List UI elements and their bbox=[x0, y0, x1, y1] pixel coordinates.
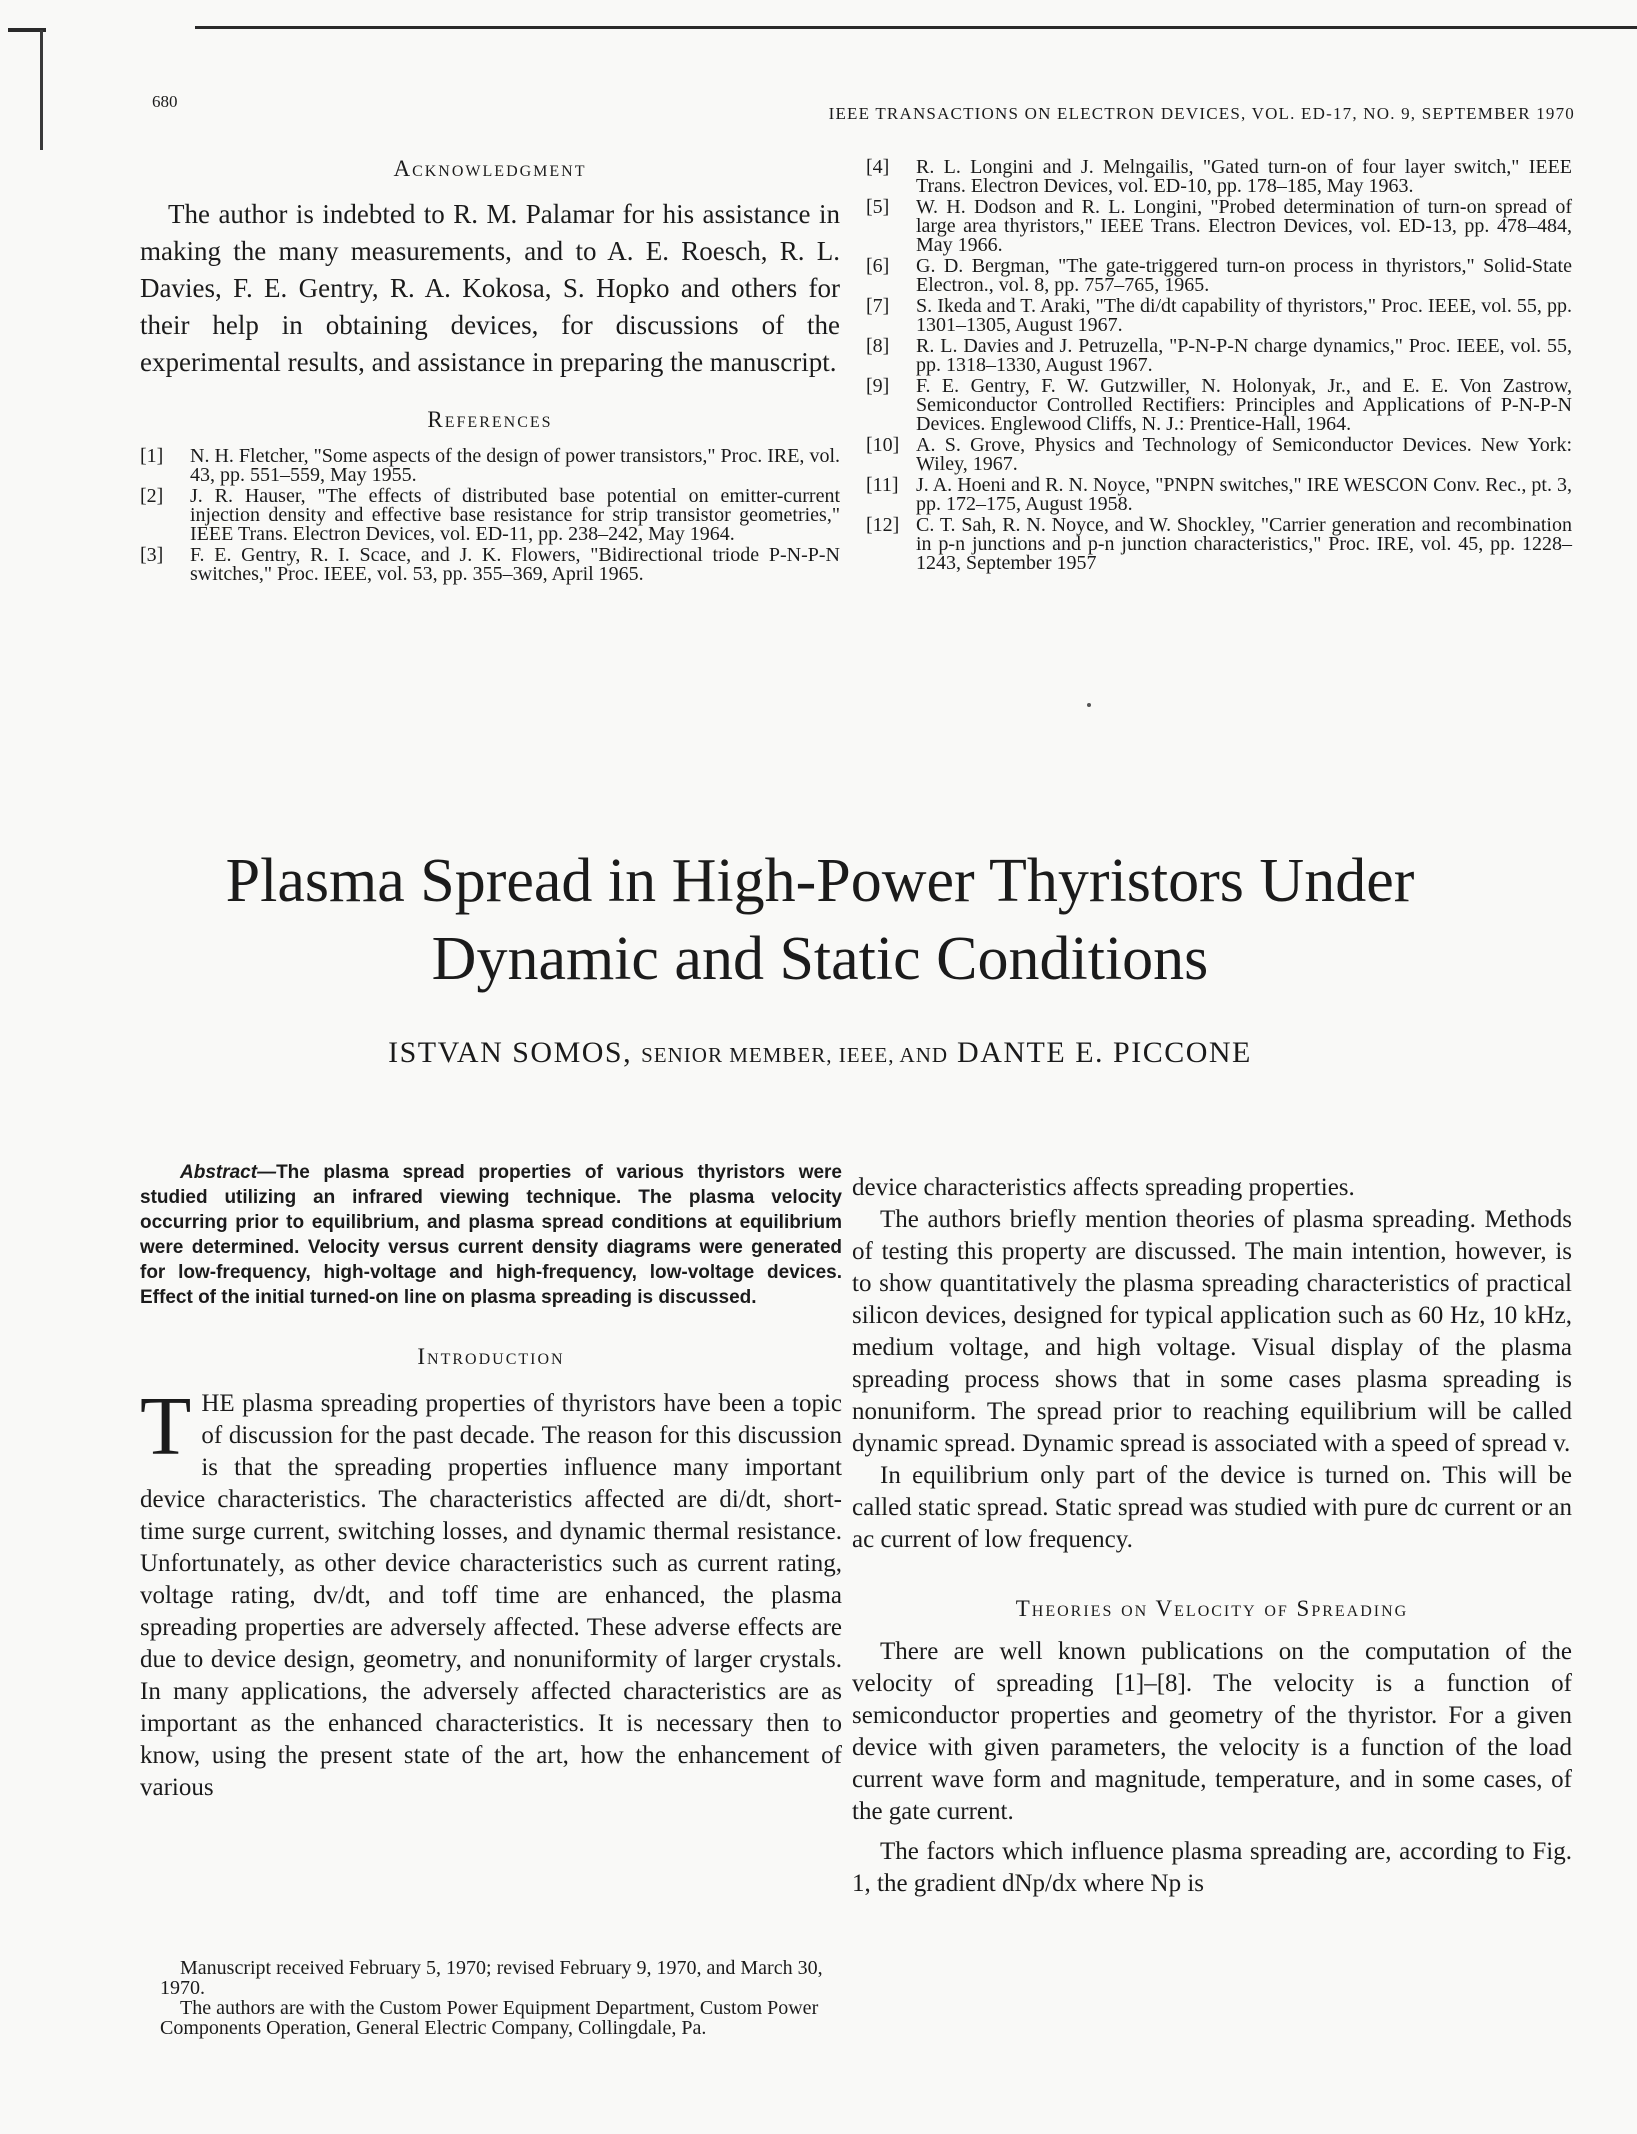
introduction-paragraph: The authors briefly mention theories of plasma spreading. Methods of testing this property are discussed. The main intention, however, is to show quantitatively the plasma spreading characteristics of practical silicon devices, designed for typical application such as 60 Hz, 10 kHz, medium voltage, and high voltage. Visual display of the plasma spreading process shows that in some cases plasma spreading is nonuniform. The spread prior to reaching equilibrium will be called dynamic spread. Dynamic spread is associated with a speed of spread v. bbox=[852, 1206, 1572, 1457]
author-line bbox=[150, 1036, 1490, 1070]
references-heading: References bbox=[427, 407, 553, 432]
reference-number: [6] bbox=[866, 255, 890, 277]
reference-item bbox=[866, 436, 1572, 474]
theories-paragraph: The factors which influence plasma spreading are, according to Fig. 1, the gradient dNp/dx where Np is bbox=[852, 1838, 1572, 1897]
reference-text: G. D. Bergman, "The gate-triggered turn-on process in thyristors," Solid-State Electron., vol. 8, pp. 757–765, 1965. bbox=[916, 255, 1572, 296]
reference-text: S. Ikeda and T. Araki, "The di/dt capability of thyristors," Proc. IEEE, vol. 55, pp. 1301–1305, August 1967. bbox=[916, 295, 1572, 336]
footnote-received: Manuscript received February 5, 1970; revised February 9, 1970, and March 30, 1970. bbox=[160, 1957, 823, 1999]
reference-text: J. A. Hoeni and R. N. Noyce, "PNPN switches," IRE WESCON Conv. Rec., pt. 3, pp. 172–175, August 1958. bbox=[916, 474, 1572, 515]
reference-item bbox=[140, 487, 840, 544]
reference-text: J. R. Hauser, "The effects of distributed base potential on emitter-current injection density and effective base resistance for strip transistor geometries," IEEE Trans. Electron Devices, vol. ED-11, pp. 238–242, May 1964. bbox=[190, 485, 840, 545]
reference-number: [8] bbox=[866, 335, 890, 357]
reference-item bbox=[866, 297, 1572, 335]
reference-text: N. H. Fletcher, "Some aspects of the design of power transistors," Proc. IRE, vol. 43, pp. 551–559, May 1955. bbox=[190, 445, 840, 486]
reference-item bbox=[866, 337, 1572, 375]
reference-text: R. L. Davies and J. Petruzella, "P-N-P-N charge dynamics," Proc. IEEE, vol. 55, pp. 1318–1330, August 1967. bbox=[916, 335, 1572, 376]
reference-item bbox=[866, 377, 1572, 434]
paragraph-text: HE plasma spreading properties of thyristors have been a topic of discussion for the past decade. The reason for this discussion is that the spreading properties influence many important device characteristics. The characteristics affected are di/dt, short-time surge current, switching losses, and dynamic thermal resistance. Unfortunately, as other device characteristics such as current rating, voltage rating, dv/dt, and toff time are enhanced, the plasma spreading properties are adversely affected. These adverse effects are due to device design, geometry, and nonuniformity of larger crystals. In many applications, the adversely affected characteristics are as important as the enhanced characteristics. It is necessary then to know, using the present state of the art, how the enhancement of various bbox=[140, 1390, 842, 1801]
reference-number: [7] bbox=[866, 295, 890, 317]
reference-item bbox=[866, 476, 1572, 514]
article-title bbox=[150, 842, 1490, 998]
reference-number: [10] bbox=[866, 434, 900, 456]
references-list-left bbox=[140, 447, 840, 584]
scan-speck bbox=[1087, 703, 1091, 707]
footnote-affiliation: The authors are with the Custom Power Equipment Department, Custom Power Components Operation, General Electric Company, Collingdale, Pa. bbox=[160, 1997, 819, 2039]
scan-edge-line bbox=[195, 26, 1637, 29]
introduction-paragraph bbox=[140, 1380, 842, 1804]
reference-text: R. L. Longini and J. Melngailis, "Gated turn-on of four layer switch," IEEE Trans. Electron Devices, vol. ED-10, pp. 178–185, May 1963. bbox=[916, 156, 1572, 197]
paragraph-continuation: device characteristics affects spreading properties. bbox=[852, 1174, 1355, 1201]
reference-item bbox=[866, 516, 1572, 573]
author-affiliation: SENIOR MEMBER, IEEE, AND bbox=[641, 1043, 949, 1067]
introduction-heading: Introduction bbox=[417, 1344, 565, 1369]
drop-cap: T bbox=[140, 1380, 192, 1473]
reference-text: C. T. Sah, R. N. Noyce, and W. Shockley, "Carrier generation and recombination in p-n junctions and p-n junction characteristics," Proc. IRE, vol. 45, pp. 1228–1243, September 1957 bbox=[916, 514, 1572, 574]
reference-number: [12] bbox=[866, 514, 900, 536]
reference-item bbox=[140, 546, 840, 584]
left-column-body bbox=[140, 1160, 842, 1804]
right-column-body bbox=[852, 1172, 1572, 1900]
reference-number: [5] bbox=[866, 196, 890, 218]
abstract-text: The plasma spread properties of various thyristors were studied utilizing an infrared viewing technique. The plasma velocity occurring prior to equilibrium, and plasma spread conditions at equilibrium were determined. Velocity versus current density diagrams were generated for low-frequency, high-voltage and high-frequency, low-voltage devices. Effect of the initial turned-on line on plasma spreading is discussed. bbox=[140, 1162, 842, 1308]
reference-item bbox=[866, 198, 1572, 255]
reference-number: [1] bbox=[140, 445, 164, 467]
reference-text: A. S. Grove, Physics and Technology of Semiconductor Devices. New York: Wiley, 1967. bbox=[916, 434, 1572, 475]
acknowledgment-heading: Acknowledgment bbox=[393, 156, 587, 181]
reference-number: [4] bbox=[866, 156, 890, 178]
reference-item bbox=[866, 158, 1572, 196]
author-name: ISTVAN SOMOS, bbox=[388, 1036, 633, 1069]
references-list-right bbox=[866, 158, 1572, 575]
scan-mark bbox=[40, 30, 43, 150]
introduction-paragraph: In equilibrium only part of the device is turned on. This will be called static spread. Static spread was studied with pure dc current or an ac current of low frequency. bbox=[852, 1462, 1572, 1553]
running-header: IEEE TRANSACTIONS ON ELECTRON DEVICES, VOL. ED-17, NO. 9, SEPTEMBER 1970 bbox=[828, 104, 1575, 123]
left-column-top bbox=[140, 152, 840, 586]
abstract-label: Abstract— bbox=[180, 1162, 277, 1183]
reference-text: W. H. Dodson and R. L. Longini, "Probed determination of turn-on spread of large area thyristors," IEEE Trans. Electron Devices, vol. ED-13, pp. 478–484, May 1966. bbox=[916, 196, 1572, 256]
reference-item bbox=[140, 447, 840, 485]
theories-paragraph: There are well known publications on the computation of the velocity of spreading [1]–[8]. The velocity is a function of semiconductor properties and geometry of the thyristor. For a given device with given parameters, the velocity is a function of the load current wave form and magnitude, temperature, and in some cases, of the gate current. bbox=[852, 1638, 1572, 1825]
abstract bbox=[140, 1160, 842, 1310]
reference-number: [11] bbox=[866, 474, 899, 496]
reference-text: F. E. Gentry, F. W. Gutzwiller, N. Holonyak, Jr., and E. E. Von Zastrow, Semiconductor Controlled Rectifiers: Principles and Applications of P-N-P-N Devices. Englewood Cliffs, N. J.: Prentice-Hall, 1964. bbox=[916, 375, 1572, 435]
acknowledgment bbox=[140, 196, 840, 381]
title-line: Dynamic and Static Conditions bbox=[431, 925, 1209, 993]
reference-number: [3] bbox=[140, 544, 164, 566]
reference-number: [2] bbox=[140, 485, 164, 507]
title-line: Plasma Spread in High-Power Thyristors Under bbox=[225, 847, 1415, 915]
reference-item bbox=[866, 257, 1572, 295]
author-name: DANTE E. PICCONE bbox=[957, 1036, 1252, 1069]
page-number: 680 bbox=[152, 92, 178, 111]
acknowledgment-text: The author is indebted to R. M. Palamar for his assistance in making the many measurements, and to A. E. Roesch, R. L. Davies, F. E. Gentry, R. A. Kokosa, S. Hopko and others for their help in obtaining devices, for discussions of the experimental results, and assistance in preparing the manuscript. bbox=[140, 199, 840, 377]
reference-number: [9] bbox=[866, 375, 890, 397]
reference-text: F. E. Gentry, R. I. Scace, and J. K. Flowers, "Bidirectional triode P-N-P-N switches," Proc. IEEE, vol. 53, pp. 355–369, April 1965. bbox=[190, 544, 840, 585]
footnote bbox=[160, 1958, 850, 2038]
theories-heading: Theories on Velocity of Spreading bbox=[1015, 1596, 1409, 1621]
